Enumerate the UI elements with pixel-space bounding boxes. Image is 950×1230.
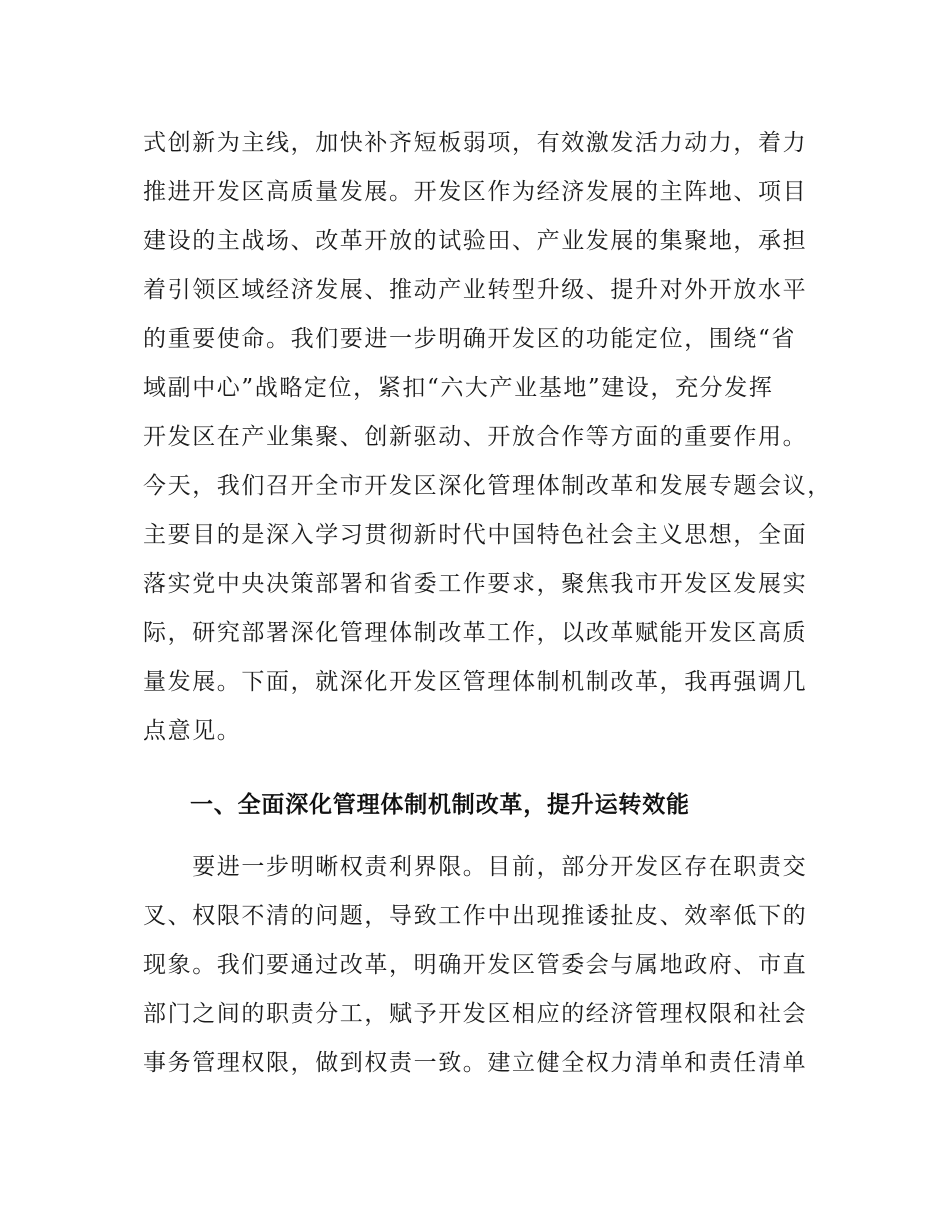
text-line: 际，研究部署深化管理体制改革工作，以改革赋能开发区高质 (143, 620, 808, 646)
text-line: 要进一步明晰权责利界限。目前，部分开发区存在职责交 (143, 854, 808, 880)
text-line: 推进开发区高质量发展。开发区作为经济发展的主阵地、项目 (143, 179, 808, 205)
text-line: 着引领区域经济发展、推动产业转型升级、提升对外开放水平 (143, 277, 808, 303)
paragraph-intro (143, 119, 832, 756)
text-line: 域副中心”战略定位，紧扣“六大产业基地”建设，充分发挥 (143, 375, 774, 401)
text-line: 点意见。 (143, 718, 242, 744)
text-line: 事务管理权限，做到权责一致。建立健全权力清单和责任清单 (143, 1050, 808, 1076)
text-line: 建设的主战场、改革开放的试验田、产业发展的集聚地，承担 (143, 228, 808, 254)
text-line: 现象。我们要通过改革，明确开发区管委会与属地政府、市直 (143, 952, 808, 978)
text-line: 落实党中央决策部署和省委工作要求，聚焦我市开发区发展实 (143, 571, 808, 597)
text-line: 今天，我们召开全市开发区深化管理体制改革和发展专题会议， (143, 473, 832, 499)
text-line: 的重要使命。我们要进一步明确开发区的功能定位，围绕“省 (143, 326, 796, 352)
text-line: 叉、权限不清的问题，导致工作中出现推诿扯皮、效率低下的 (143, 903, 808, 929)
text-line: 式创新为主线，加快补齐短板弱项，有效激发活力动力，着力 (143, 130, 808, 156)
text-line: 主要目的是深入学习贯彻新时代中国特色社会主义思想，全面 (143, 522, 808, 548)
section-heading: 一、全面深化管理体制机制改革，提升运转效能 (190, 792, 690, 818)
text-line: 部门之间的职责分工，赋予开发区相应的经济管理权限和社会 (143, 1001, 808, 1027)
text-line: 开发区在产业集聚、创新驱动、开放合作等方面的重要作用。 (143, 424, 808, 450)
text-line: 量发展。下面，就深化开发区管理体制机制改革，我再强调几 (143, 669, 808, 695)
paragraph-section-one (143, 843, 823, 1088)
